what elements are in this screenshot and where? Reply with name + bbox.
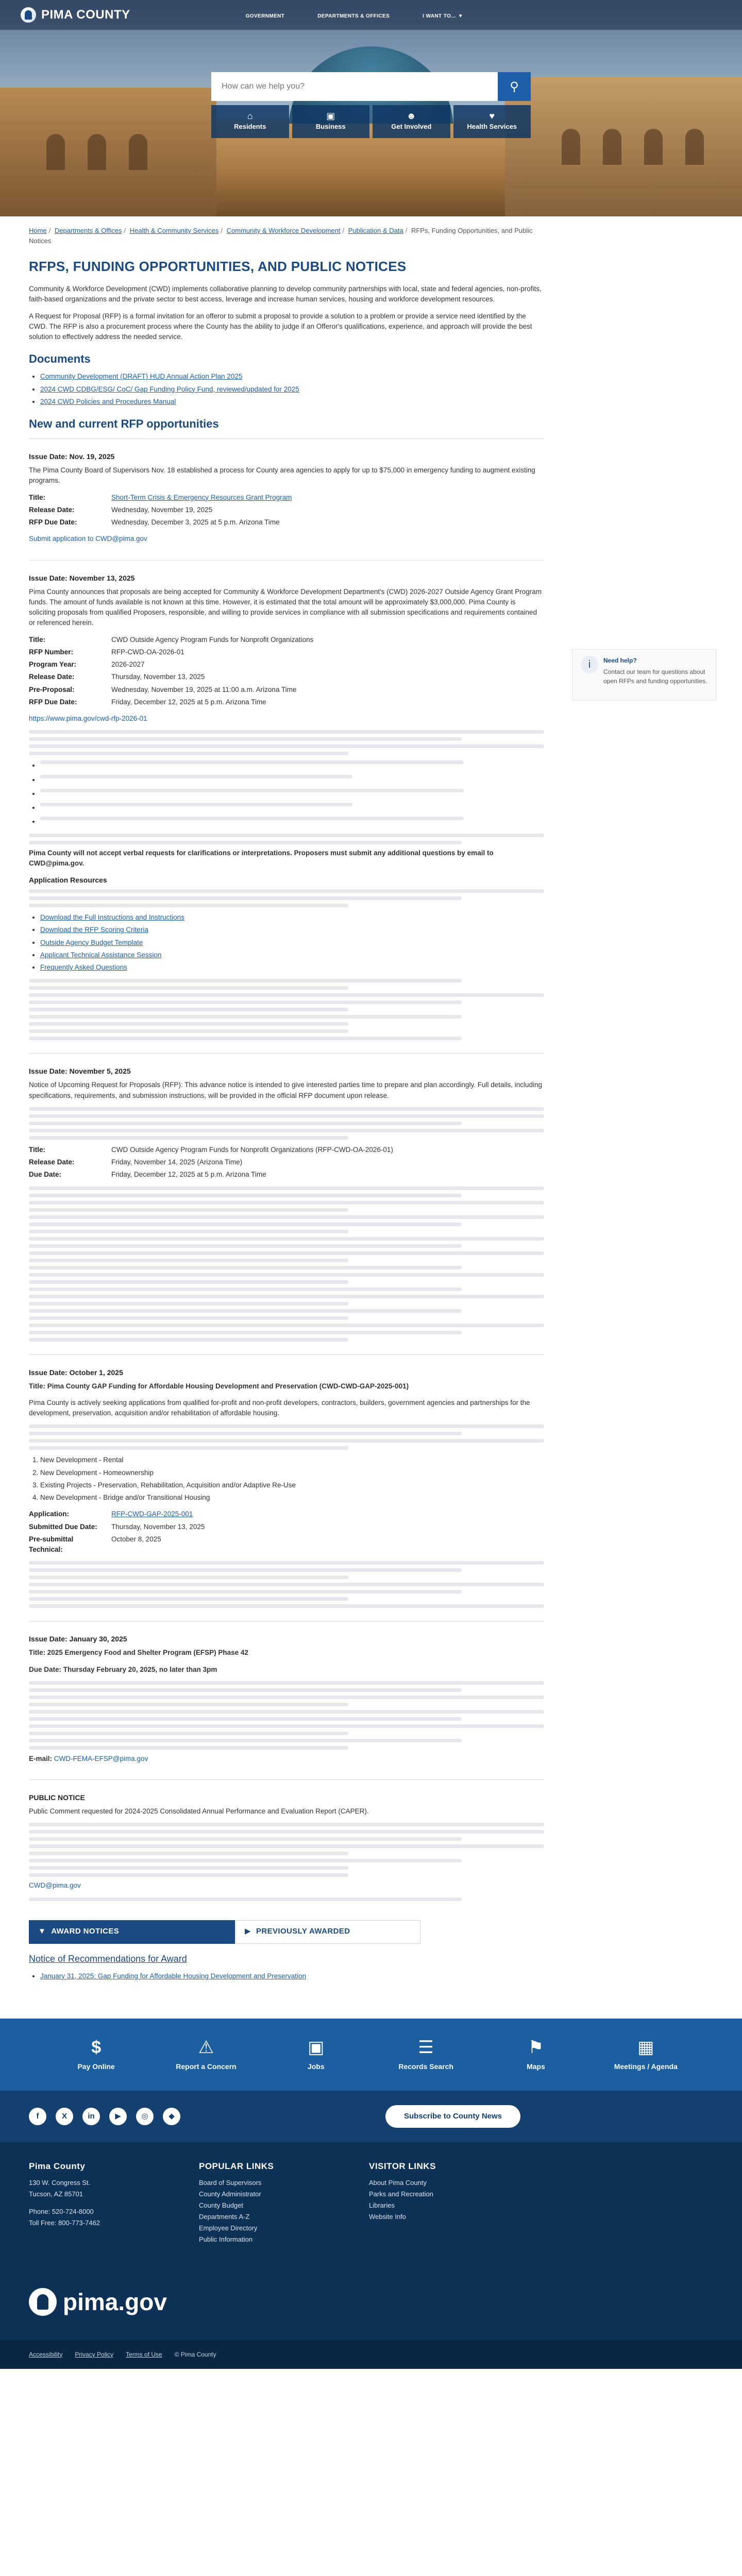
notice-body: Pima County announces that proposals are being accepted for Community & Workforce Development Department's (CWD) 2026-2027 Outside Agency Grant Program funds. The amount of funds available is not known at this time. However, it is estimated that the total amount will be approximately $3,000,000. Pima County is soliciting proposals from qualified Proposers, responsible, and willing to provide services in compliance with all submission specifications and requirements contained or referenced herein. — [29, 587, 542, 627]
service-label: Maps — [527, 2062, 545, 2071]
breadcrumb-cwd[interactable]: Community & Workforce Development — [226, 227, 341, 234]
footer-popular-links — [199, 2161, 369, 2369]
text-line — [29, 1583, 544, 1586]
tab-label: AWARD NOTICES — [51, 1927, 120, 1936]
category-item: 1. New Development - Rental — [40, 1455, 544, 1465]
search-input[interactable] — [211, 72, 498, 101]
detail-value: CWD Outside Agency Program Funds for Nonprofit Organizations (RFP-CWD-OA-2026-01) — [111, 1145, 393, 1154]
detail-key: Title: — [29, 493, 46, 501]
text-line — [29, 1897, 462, 1901]
footer-bottom-bar — [0, 2340, 742, 2369]
terms-link[interactable]: Terms of Use — [126, 2350, 162, 2358]
text-line — [29, 1287, 462, 1291]
resource-item — [40, 962, 544, 973]
hero-window — [685, 129, 704, 165]
text-line — [29, 1852, 348, 1855]
resources-list — [40, 912, 544, 973]
text-line — [29, 1739, 462, 1742]
award-item — [40, 1971, 544, 1981]
application-resources-heading: Application Resources — [29, 876, 107, 884]
breadcrumb-separator: / — [124, 227, 126, 234]
text-line — [29, 841, 462, 844]
detail-title-link[interactable]: Short-Term Crisis & Emergency Resources Grant Program — [111, 493, 292, 501]
footer-link[interactable]: Parks and Recreation — [369, 2190, 434, 2198]
main-content — [0, 216, 742, 2003]
resource-link[interactable]: Applicant Technical Assistance Session — [40, 951, 162, 959]
resource-item — [40, 938, 544, 948]
footer-heading: POPULAR LINKS — [199, 2161, 274, 2171]
text-line — [40, 789, 464, 792]
text-line — [29, 1107, 544, 1111]
nextdoor-icon[interactable]: ◆ — [163, 2108, 180, 2125]
application-link[interactable]: RFP-CWD-GAP-2025-001 — [111, 1510, 193, 1518]
detail-key: Pre-submittal Technical: — [29, 1535, 74, 1553]
text-line — [29, 1244, 462, 1248]
detail-value: RFP-CWD-OA-2026-01 — [111, 648, 184, 656]
notice-body: Notice of Upcoming Request for Proposals (RFP): This advance notice is intended to give interested parties time to prepare and plan accordingly. Full details, including specifications, requirements, and submission instructions, will be provided in the official RFP document upon release. — [29, 1081, 543, 1099]
text-line — [40, 760, 464, 764]
maps-link[interactable] — [497, 2037, 575, 2072]
issue-date: Issue Date: November 13, 2025 — [29, 573, 135, 582]
help-sidebar[interactable] — [572, 649, 716, 701]
text-line — [29, 1844, 544, 1848]
heart-icon: ♥ — [489, 111, 495, 121]
rfp-notice — [29, 1354, 544, 1615]
resource-item — [40, 925, 544, 935]
rfp-notice — [29, 438, 544, 554]
text-line — [29, 1001, 462, 1004]
text-line — [29, 834, 544, 837]
search-button[interactable] — [498, 72, 531, 101]
service-label: Report a Concern — [176, 2062, 237, 2071]
help-body: Contact our team for questions about open RFPs and funding opportunities. — [603, 668, 707, 685]
detail-key: Application: — [29, 1510, 69, 1518]
intro-paragraph-rfp: A Request for Proposal (RFP) is a formal invitation for an offeror to submit a proposal to provide a solution to a problem or provide a service need identified by the CWD. The RFP is also a procurement process where the County has the ability to judge if an Offeror's qualifications, experience, and approach will provide the best solution to effectively address the needed service. — [29, 312, 532, 341]
text-line — [29, 1746, 348, 1750]
footer-logo[interactable] — [29, 2284, 167, 2320]
document-link[interactable]: 2024 CWD Policies and Procedures Manual — [40, 397, 176, 405]
nav-government[interactable] — [244, 10, 285, 21]
site-footer — [0, 2142, 742, 2369]
detail-key: Submitted Due Date: — [29, 1522, 97, 1531]
text-line — [29, 896, 462, 900]
text-line — [29, 1316, 348, 1320]
article-body — [29, 284, 544, 2003]
detail-key: RFP Due Date: — [29, 518, 77, 526]
text-line — [29, 1194, 462, 1197]
text-line — [29, 1688, 462, 1692]
breadcrumb-separator: / — [405, 227, 408, 234]
intro-paragraph: Community & Workforce Development (CWD) implements collaborative planning to develop community partnerships with local, state and federal agencies, non-profits, faith-based organizations and the private sector to best access, leverage and increase human services, housing and workforce development resources. — [29, 285, 542, 303]
footer-link[interactable]: County Budget — [199, 2201, 244, 2209]
documents-list — [40, 371, 544, 407]
text-line — [29, 1703, 348, 1706]
nav-departments-label: DEPARTMENTS & OFFICES — [317, 13, 390, 19]
rfp-notice — [29, 1053, 544, 1348]
detail-key: Pre-Proposal: — [29, 685, 75, 693]
notice-warning: Pima County will not accept verbal requests for clarifications or interpretations. Proposers must submit any additional questions by email to CWD@pima.gov. — [29, 849, 494, 867]
pima-logo-icon — [29, 2288, 57, 2316]
issue-date: Issue Date: Nov. 19, 2025 — [29, 452, 115, 461]
breadcrumb-home[interactable]: Home — [29, 227, 47, 234]
detail-value: 2026-2027 — [111, 660, 145, 668]
notice-details — [29, 1509, 544, 1555]
text-line — [29, 1129, 544, 1132]
help-title: Need help? — [603, 657, 637, 664]
text-line — [40, 775, 352, 778]
detail-key: Release Date: — [29, 505, 75, 514]
house-icon: ⌂ — [247, 111, 253, 121]
detail-key: Title: — [29, 635, 46, 643]
social-bar — [0, 2091, 742, 2142]
x-twitter-icon[interactable]: X — [56, 2108, 73, 2125]
text-line — [29, 1029, 348, 1033]
footer-heading: Pima County — [29, 2161, 86, 2171]
footer-link[interactable]: Website Info — [369, 2212, 407, 2221]
text-line — [29, 1866, 348, 1870]
award-notices-panel — [29, 1944, 544, 2003]
issue-date: Issue Date: November 5, 2025 — [29, 1067, 131, 1076]
text-line — [29, 1230, 348, 1233]
text-line — [29, 1561, 544, 1565]
issue-date: Issue Date: January 30, 2025 — [29, 1635, 127, 1643]
hero-header — [0, 0, 742, 216]
portal-link[interactable]: https://www.pima.gov/cwd-rfp-2026-01 — [29, 715, 147, 722]
top-navigation-bar — [0, 0, 742, 30]
text-line — [29, 1309, 462, 1313]
notice-title: Title: Pima County GAP Funding for Affordable Housing Development and Preservation (CWD-CWD-GAP-2025-001) — [29, 1382, 409, 1390]
text-line — [29, 1215, 544, 1219]
resource-link[interactable]: Outside Agency Budget Template — [40, 938, 143, 946]
quick-link-business[interactable] — [292, 105, 370, 138]
text-line — [29, 1302, 348, 1306]
hero-window — [46, 134, 65, 170]
service-label: Pay Online — [77, 2062, 115, 2071]
footer-visitor-links — [369, 2161, 539, 2369]
detail-value: Wednesday, November 19, 2025 at 11:00 a.m. Arizona Time — [111, 685, 297, 693]
category-item: 4. New Development - Bridge and/or Transitional Housing — [40, 1493, 544, 1503]
document-link[interactable]: 2024 CWD CDBG/ESG/ CoC/ Gap Funding Policy Fund, reviewed/updated for 2025 — [40, 385, 299, 393]
footer-link[interactable]: Board of Supervisors — [199, 2178, 262, 2187]
text-line — [29, 1266, 462, 1269]
text-line — [29, 737, 462, 741]
footer-logo-text: pima.gov — [63, 2288, 167, 2315]
linkedin-icon[interactable]: in — [82, 2108, 100, 2125]
footer-link[interactable]: About Pima County — [369, 2178, 427, 2187]
text-line — [29, 1590, 462, 1594]
detail-key: Program Year: — [29, 660, 77, 668]
text-line — [29, 1425, 544, 1428]
map-icon: ⚑ — [528, 2038, 544, 2058]
nav-government-label: GOVERNMENT — [245, 13, 285, 19]
nav-i-want-to-label: I WANT TO... — [423, 13, 456, 19]
award-list — [40, 1971, 544, 1981]
quick-link-residents[interactable] — [211, 105, 289, 138]
text-line — [29, 1015, 462, 1019]
hero-window — [129, 134, 147, 170]
text-line — [29, 889, 544, 893]
text-line — [29, 1604, 544, 1608]
resource-link[interactable]: Frequently Asked Questions — [40, 963, 127, 971]
text-line — [29, 1237, 544, 1241]
text-line — [40, 803, 352, 806]
detail-value: Friday, December 12, 2025 at 5 p.m. Arizona Time — [111, 1171, 266, 1179]
text-line — [29, 1873, 348, 1877]
detail-value: Friday, November 14, 2025 (Arizona Time) — [111, 1158, 243, 1166]
chevron-down-icon: ▼ — [458, 13, 464, 19]
issue-date: Issue Date: October 1, 2025 — [29, 1368, 123, 1377]
notice-due-date: Due Date: Thursday February 20, 2025, no later than 3pm — [29, 1665, 217, 1673]
public-notice-label: PUBLIC NOTICE — [29, 1793, 85, 1802]
facebook-icon[interactable]: f — [29, 2108, 46, 2125]
text-line — [29, 1432, 462, 1435]
phone-line: Toll Free: 800-773-7462 — [29, 2218, 100, 2227]
service-label: Jobs — [307, 2062, 325, 2071]
nav-i-want-to[interactable] — [420, 10, 463, 21]
text-line — [29, 1037, 462, 1040]
public-notice — [29, 1780, 544, 1908]
footer-link[interactable]: Libraries — [369, 2201, 395, 2209]
nav-departments[interactable] — [315, 10, 390, 21]
quick-link-get-involved[interactable] — [373, 105, 450, 138]
subscribe-button[interactable]: Subscribe to County News — [385, 2105, 520, 2128]
quick-links — [211, 105, 531, 138]
search-icon: ⚲ — [510, 79, 519, 94]
text-line — [29, 1136, 348, 1140]
quick-link-label: Residents — [234, 123, 266, 130]
report-concern-link[interactable] — [167, 2037, 245, 2072]
text-line — [29, 1597, 348, 1601]
text-line — [29, 752, 348, 755]
text-line — [29, 730, 544, 734]
footer-contact — [29, 2161, 199, 2369]
resource-item — [40, 912, 544, 923]
text-line — [29, 1223, 462, 1226]
breadcrumb-separator: / — [221, 227, 223, 234]
quick-link-health-services[interactable] — [453, 105, 531, 138]
chevron-right-icon: ▶ — [245, 1927, 251, 1936]
jobs-link[interactable] — [277, 2037, 355, 2072]
detail-value: CWD Outside Agency Program Funds for Nonprofit Organizations — [111, 635, 314, 643]
submit-application-link[interactable]: Submit application to CWD@pima.gov — [29, 535, 147, 543]
text-line — [29, 1859, 462, 1862]
detail-key: Title: — [29, 1145, 46, 1154]
document-link[interactable]: Community Development (DRAFT) HUD Annual Action Plan 2025 — [40, 372, 243, 381]
quick-link-label: Health Services — [467, 123, 517, 130]
breadcrumb-health[interactable]: Health & Community Services — [129, 227, 219, 234]
resource-item — [40, 950, 544, 960]
hero-building-left — [0, 88, 216, 216]
dollar-icon: $ — [91, 2038, 102, 2058]
notice-body: The Pima County Board of Supervisors Nov. 18 established a process for County area agencies to apply for up to $75,000 in emergency funding to augment existing programs. — [29, 466, 535, 485]
text-line — [29, 1338, 348, 1342]
info-icon: i — [581, 656, 598, 673]
award-link[interactable]: January 31, 2025: Gap Funding for Affordable Housing Development and Preservation — [40, 1972, 307, 1980]
detail-value: Friday, December 12, 2025 at 5 p.m. Arizona Time — [111, 698, 266, 706]
text-line — [29, 1273, 544, 1277]
logo-text: PIMA COUNTY — [41, 8, 130, 22]
document-item — [40, 384, 544, 395]
hero-window — [562, 129, 580, 165]
text-line — [29, 1022, 348, 1026]
text-line — [29, 1122, 462, 1125]
awards-tabs — [29, 1920, 544, 1944]
search-box — [211, 72, 531, 101]
address-line: Tucson, AZ 85701 — [29, 2190, 83, 2198]
instagram-icon[interactable]: ◎ — [136, 2108, 154, 2125]
text-line — [29, 1259, 348, 1262]
quick-services-bar — [0, 2019, 742, 2091]
notice-title: Title: 2025 Emergency Food and Shelter Program (EFSP) Phase 42 — [29, 1649, 248, 1657]
phone-line: Phone: 520-724-8000 — [29, 2207, 94, 2215]
breadcrumb-publications[interactable]: Publication & Data — [348, 227, 403, 234]
address-line: 130 W. Congress St. — [29, 2178, 91, 2187]
tab-label: PREVIOUSLY AWARDED — [256, 1927, 350, 1936]
youtube-icon[interactable]: ▶ — [109, 2108, 127, 2125]
funding-categories — [40, 1455, 544, 1503]
text-line — [29, 1201, 544, 1205]
detail-value: Thursday, November 13, 2025 — [111, 1522, 205, 1531]
tab-previously-awarded[interactable] — [235, 1920, 420, 1944]
new-rfp-heading: New and current RFP opportunities — [29, 417, 219, 430]
people-icon: ☻ — [406, 111, 416, 121]
briefcase-icon: ▣ — [326, 111, 335, 121]
text-line — [29, 1331, 462, 1334]
notice-details — [29, 493, 544, 528]
hero-window — [603, 129, 621, 165]
text-line — [29, 1830, 544, 1834]
detail-value: Thursday, November 13, 2025 — [111, 673, 205, 681]
email-label: E-mail: — [29, 1754, 53, 1762]
document-item — [40, 397, 544, 407]
text-line — [29, 1568, 462, 1572]
breadcrumb-departments[interactable]: Departments & Offices — [54, 227, 122, 234]
notice-details — [29, 1145, 544, 1180]
footer-link[interactable]: Public Information — [199, 2235, 253, 2243]
site-logo[interactable] — [21, 6, 130, 24]
page-title: RFPS, FUNDING OPPORTUNITIES, AND PUBLIC NOTICES — [29, 259, 407, 274]
accessibility-link[interactable]: Accessibility — [29, 2350, 63, 2358]
document-item — [40, 371, 544, 382]
quick-link-label: Business — [315, 123, 346, 130]
text-line — [29, 904, 348, 907]
text-line — [29, 979, 462, 982]
notice-body: Pima County is actively seeking applications from qualified for-profit and non-profit developers, contractors, builders, government agencies and partnerships for the development, preservation, acquisition and/or rehabilitation of affordable housing. — [29, 1398, 530, 1417]
text-line — [29, 993, 544, 997]
detail-value: Wednesday, November 19, 2025 — [111, 505, 213, 514]
breadcrumb-separator: / — [342, 227, 345, 234]
hero-building-right — [505, 77, 742, 216]
detail-key: RFP Number: — [29, 648, 74, 656]
notice-body: Public Comment requested for 2024-2025 Consolidated Annual Performance and Evaluation Report (CAPER). — [29, 1807, 369, 1815]
footer-link[interactable]: Departments A-Z — [199, 2212, 250, 2221]
detail-value: Wednesday, December 3, 2025 at 5 p.m. Arizona Time — [111, 518, 280, 526]
text-line — [29, 1439, 544, 1443]
footer-link[interactable]: County Administrator — [199, 2190, 261, 2198]
calendar-icon: ▦ — [637, 2038, 654, 2058]
notice-bullets — [40, 760, 544, 827]
text-line — [29, 1208, 348, 1212]
text-line — [29, 1696, 544, 1699]
service-label: Meetings / Agenda — [614, 2062, 678, 2071]
pay-online-link[interactable] — [58, 2037, 135, 2072]
text-line — [29, 1008, 348, 1011]
text-line — [29, 1837, 462, 1841]
text-line — [29, 1446, 348, 1450]
footer-link[interactable]: Employee Directory — [199, 2224, 258, 2232]
service-label: Records Search — [398, 2062, 453, 2071]
text-line — [29, 744, 544, 748]
text-line — [29, 1575, 348, 1579]
breadcrumb — [29, 216, 534, 246]
pima-logo-icon — [21, 7, 36, 23]
detail-key: RFP Due Date: — [29, 698, 77, 706]
text-line — [40, 817, 464, 820]
notice-details — [29, 635, 544, 708]
text-line — [29, 1251, 544, 1255]
tab-award-notices[interactable] — [29, 1920, 235, 1944]
footer-heading: VISITOR LINKS — [369, 2161, 436, 2171]
hero-window — [88, 134, 106, 170]
text-line — [29, 1324, 544, 1327]
privacy-link[interactable]: Privacy Policy — [75, 2350, 114, 2358]
breadcrumb-separator: / — [48, 227, 51, 234]
records-search-link[interactable] — [387, 2037, 465, 2072]
spacer — [29, 2200, 199, 2206]
email-link[interactable]: CWD-FEMA-EFSP@pima.gov — [54, 1754, 148, 1762]
hero-search — [211, 72, 531, 138]
chevron-down-icon: ▼ — [38, 1927, 46, 1936]
text-line — [29, 1681, 544, 1685]
resource-link[interactable]: Download the RFP Scoring Criteria — [40, 926, 148, 934]
copyright-text: © Pima County — [174, 2350, 216, 2358]
text-line — [29, 1717, 462, 1721]
text-line — [29, 1710, 544, 1714]
briefcase-icon: ▣ — [308, 2038, 325, 2058]
main-nav — [244, 10, 464, 21]
contact-email-link[interactable]: CWD@pima.gov — [29, 1882, 81, 1890]
meetings-link[interactable] — [607, 2037, 684, 2072]
category-item: 2. New Development - Homeownership — [40, 1468, 544, 1478]
detail-key: Due Date: — [29, 1171, 62, 1179]
detail-value: October 8, 2025 — [111, 1535, 161, 1543]
text-line — [29, 1823, 544, 1826]
text-line — [29, 1280, 348, 1284]
documents-heading: Documents — [29, 352, 91, 366]
text-line — [29, 1295, 544, 1298]
folder-icon: ☰ — [418, 2038, 434, 2058]
detail-key: Release Date: — [29, 1158, 75, 1166]
text-line — [29, 1732, 348, 1735]
text-line — [29, 1187, 544, 1190]
detail-key: Release Date: — [29, 673, 75, 681]
hero-window — [644, 129, 663, 165]
category-item: 3. Existing Projects - Preservation, Rehabilitation, Acquisition and/or Adaptive Re-Use — [40, 1480, 544, 1490]
alert-icon: ⚠ — [198, 2038, 214, 2058]
text-line — [29, 1114, 544, 1118]
text-line — [29, 986, 348, 990]
quick-link-label: Get Involved — [391, 123, 432, 130]
rfp-notice — [29, 1621, 544, 1773]
award-heading[interactable]: Notice of Recommendations for Award — [29, 1953, 187, 1964]
breadcrumb-current: RFPs, Funding Opportunities, and Public Notices — [29, 227, 533, 245]
resource-link[interactable]: Download the Full Instructions and Instructions — [40, 913, 184, 921]
help-text — [603, 656, 707, 694]
rfp-notice — [29, 560, 544, 1047]
text-line — [29, 1724, 544, 1728]
